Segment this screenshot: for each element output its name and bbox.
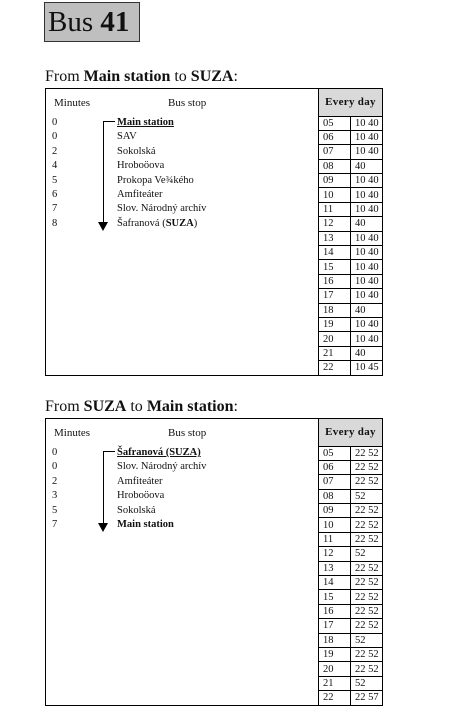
minutes-cell: 22 52 [351, 619, 383, 633]
stops-list [46, 116, 318, 231]
hour-cell: 08 [319, 489, 351, 503]
minutes-header: Minutes [46, 419, 121, 447]
minutes-cell: 22 57 [351, 691, 383, 705]
minutes-cell: 40 [351, 217, 383, 231]
stop-row [46, 188, 318, 202]
minutes-cell: 22 52 [351, 590, 383, 604]
stop-name-text: Šafranová (SUZA) [117, 447, 201, 458]
stop-row [46, 446, 318, 460]
minutes-cell: 22 52 [351, 647, 383, 661]
stop-minutes: 0 [52, 131, 58, 143]
route-heading [45, 68, 383, 86]
minutes-cell: 22 52 [351, 604, 383, 618]
hour-cell: 11 [319, 532, 351, 546]
minutes-cell: 10 40 [351, 274, 383, 288]
stop-name [117, 217, 197, 231]
hour-cell: 11 [319, 202, 351, 216]
stop-row [46, 159, 318, 173]
stop-minutes: 8 [52, 217, 58, 229]
hour-cell: 12 [319, 217, 351, 231]
hour-cell: 22 [319, 691, 351, 705]
bus-number: 41 [100, 6, 130, 38]
route-heading [45, 398, 383, 416]
stop-row [46, 174, 318, 188]
hour-cell: 15 [319, 590, 351, 604]
minutes-cell: 52 [351, 547, 383, 561]
hour-cell: 22 [319, 361, 351, 375]
hour-cell: 10 [319, 188, 351, 202]
hour-cell: 21 [319, 346, 351, 360]
stop-minutes: 0 [52, 461, 58, 473]
stop-name-text: Hroboöova [117, 490, 165, 502]
stop-name-text: Šafranová ( [117, 217, 166, 229]
minutes-cell: 22 52 [351, 662, 383, 676]
stops-block [46, 116, 319, 375]
heading-origin: SUZA [83, 398, 127, 415]
minutes-header: Minutes [46, 89, 121, 117]
minutes-cell: 10 40 [351, 317, 383, 331]
minutes-cell: 22 52 [351, 504, 383, 518]
heading-to-word: to [130, 398, 143, 415]
stop-name-text: Sokolská [117, 504, 156, 516]
stop-name [117, 202, 206, 216]
stop-name-text: Prokopa Ve¾kého [117, 174, 194, 186]
stop-name-text: Main station [117, 518, 174, 530]
stop-name [117, 130, 137, 144]
hour-cell: 09 [319, 174, 351, 188]
minutes-cell: 10 40 [351, 174, 383, 188]
hour-cell: 05 [319, 116, 351, 130]
route-arrow-start-tick [103, 451, 115, 452]
stop-minutes: 3 [52, 490, 58, 502]
hour-cell: 10 [319, 518, 351, 532]
stop-name [117, 504, 156, 518]
minutes-cell: 22 52 [351, 460, 383, 474]
hour-cell: 13 [319, 231, 351, 245]
minutes-cell: 10 40 [351, 116, 383, 130]
heading-destination: Main station [146, 398, 234, 415]
heading-destination: SUZA [190, 68, 234, 85]
minutes-cell: 10 40 [351, 188, 383, 202]
stop-minutes: 5 [52, 504, 58, 516]
stop-row [46, 460, 318, 474]
minutes-cell: 10 40 [351, 130, 383, 144]
stop-minutes: 5 [52, 174, 58, 186]
hour-cell: 14 [319, 576, 351, 590]
hour-cell: 19 [319, 647, 351, 661]
hour-cell: 19 [319, 317, 351, 331]
hour-cell: 09 [319, 504, 351, 518]
route-arrow-head-icon [98, 523, 108, 532]
minutes-cell: 52 [351, 676, 383, 690]
stop-row [46, 489, 318, 503]
schedule-row [46, 116, 383, 130]
stop-name-text: Hroboöova [117, 160, 165, 172]
stop-name [117, 188, 162, 202]
minutes-cell: 22 52 [351, 576, 383, 590]
stops-block [46, 446, 319, 705]
stop-row [46, 116, 318, 130]
hour-cell: 07 [319, 475, 351, 489]
hour-cell: 15 [319, 260, 351, 274]
stop-name-text: Sokolská [117, 145, 156, 157]
heading-origin: Main station [83, 68, 171, 85]
stop-name [117, 116, 174, 130]
timetable-header [46, 89, 383, 117]
heading-from-word: From [45, 398, 80, 415]
heading-colon: : [233, 68, 238, 85]
stop-name-text: Amfiteáter [117, 475, 163, 487]
every-day-header: Every day [319, 419, 383, 447]
hour-cell: 05 [319, 446, 351, 460]
stop-row [46, 475, 318, 489]
bus-title [44, 2, 140, 42]
route-arrow-line [103, 451, 104, 525]
stop-name-text: Amfiteáter [117, 188, 163, 200]
stop-minutes: 0 [52, 117, 58, 128]
route-arrow-line [103, 121, 104, 224]
timetable [45, 418, 383, 706]
minutes-cell: 10 40 [351, 145, 383, 159]
every-day-header: Every day [319, 89, 383, 117]
minutes-cell: 10 40 [351, 260, 383, 274]
minutes-cell: 10 40 [351, 231, 383, 245]
minutes-cell: 22 52 [351, 475, 383, 489]
hour-cell: 12 [319, 547, 351, 561]
hour-cell: 14 [319, 246, 351, 260]
minutes-cell: 10 40 [351, 289, 383, 303]
minutes-cell: 52 [351, 633, 383, 647]
hour-cell: 08 [319, 159, 351, 173]
hour-cell: 16 [319, 274, 351, 288]
hour-cell: 17 [319, 289, 351, 303]
stop-minutes: 6 [52, 188, 58, 200]
stop-row [46, 217, 318, 231]
stop-row [46, 518, 318, 532]
stop-name [117, 518, 174, 532]
stops-list [46, 446, 318, 532]
stop-minutes: 4 [52, 160, 58, 172]
stop-minutes: 2 [52, 475, 58, 487]
hour-cell: 13 [319, 561, 351, 575]
stop-name [117, 489, 164, 503]
hour-cell: 16 [319, 604, 351, 618]
heading-colon: : [233, 398, 238, 415]
route-arrow-head-icon [98, 222, 108, 231]
bus-prefix: Bus [48, 6, 94, 38]
stop-name-suffix: ) [193, 217, 198, 229]
route-section-1 [45, 68, 383, 376]
schedule-row [46, 446, 383, 460]
stop-minutes: 7 [52, 203, 58, 215]
stop-minutes: 0 [52, 447, 58, 458]
minutes-cell: 10 40 [351, 246, 383, 260]
minutes-cell: 22 52 [351, 518, 383, 532]
stop-row [46, 202, 318, 216]
stop-name [117, 174, 194, 188]
hour-cell: 07 [319, 145, 351, 159]
timetable-header [46, 419, 383, 447]
stop-name [117, 460, 206, 474]
stop-minutes: 7 [52, 518, 58, 530]
bus-stop-header: Bus stop [120, 89, 319, 117]
stop-row [46, 130, 318, 144]
minutes-cell: 10 40 [351, 332, 383, 346]
heading-to-word: to [174, 68, 187, 85]
route-arrow-start-tick [103, 121, 115, 122]
timetable [45, 88, 383, 376]
stop-row [46, 145, 318, 159]
hour-cell: 18 [319, 633, 351, 647]
hour-cell: 20 [319, 662, 351, 676]
stop-name-text: Main station [117, 117, 174, 128]
minutes-cell: 10 45 [351, 361, 383, 375]
minutes-cell: 22 52 [351, 561, 383, 575]
stop-name-text: Slov. Národný archív [117, 461, 207, 473]
minutes-cell: 22 52 [351, 446, 383, 460]
minutes-cell: 22 52 [351, 532, 383, 546]
hour-cell: 20 [319, 332, 351, 346]
stop-minutes: 2 [52, 145, 58, 157]
stop-name [117, 446, 201, 460]
minutes-cell: 40 [351, 159, 383, 173]
minutes-cell: 10 40 [351, 202, 383, 216]
stop-name-text: SAV [117, 131, 137, 143]
hour-cell: 21 [319, 676, 351, 690]
stop-name-bold-part: SUZA [165, 217, 194, 229]
hour-cell: 06 [319, 460, 351, 474]
hour-cell: 18 [319, 303, 351, 317]
stop-name [117, 475, 162, 489]
minutes-cell: 52 [351, 489, 383, 503]
route-section-2 [45, 398, 383, 706]
stop-row [46, 504, 318, 518]
bus-stop-header: Bus stop [120, 419, 319, 447]
minutes-cell: 40 [351, 303, 383, 317]
minutes-cell: 40 [351, 346, 383, 360]
stop-name-text: Slov. Národný archív [117, 203, 207, 215]
hour-cell: 06 [319, 130, 351, 144]
hour-cell: 17 [319, 619, 351, 633]
stop-name [117, 159, 164, 173]
stop-name [117, 145, 156, 159]
heading-from-word: From [45, 68, 80, 85]
